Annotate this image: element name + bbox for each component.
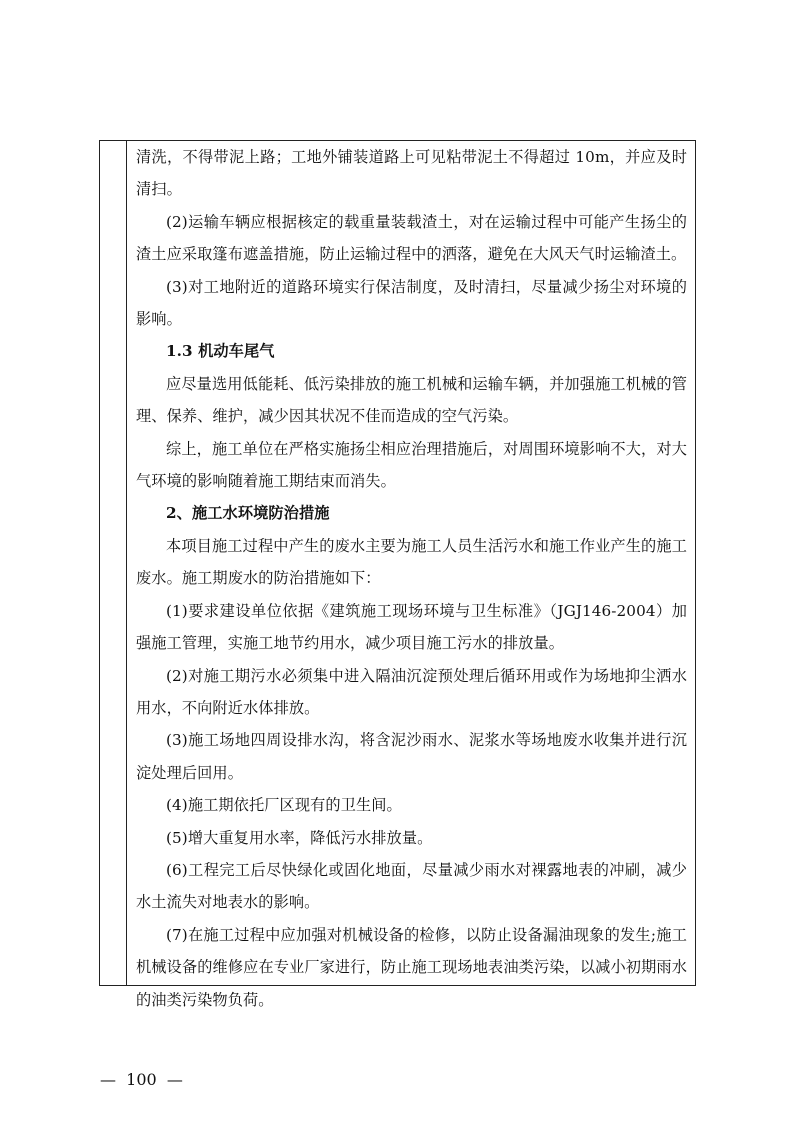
paragraph: (2)运输车辆应根据核定的载重量装载渣土，对在运输过程中可能产生扬尘的渣土应采取篷布遮盖措施，防止运输过程中的洒落，避免在大风天气时运输渣土。 (136, 212, 687, 264)
paragraph: (3)对工地附近的道路环境实行保洁制度，及时清扫，尽量减少扬尘对环境的影响。 (136, 277, 687, 329)
content-table (99, 140, 696, 1009)
paragraph: (2)对施工期污水必须集中进入隔油沉淀预处理后循环用或作为场地抑尘洒水用水，不向附近水体排放。 (136, 666, 687, 717)
paragraph: 应尽量选用低能耗、低污染排放的施工机械和运输车辆，并加强施工机械的管理、保养、维护，减少因其状况不佳而造成的空气污染。 (136, 374, 687, 426)
table-content-cell (136, 141, 687, 1016)
paragraph: 清洗，不得带泥上路；工地外铺装道路上可见粘带泥土不得超过 10m，并应及时清扫。 (136, 148, 687, 199)
paragraph: (5)增大重复用水率，降低污水排放量。 (166, 828, 433, 847)
page-number: — 100 — (100, 1070, 183, 1089)
paragraph: (1)要求建设单位依据《建筑施工现场环境与卫生标准》（JGJ146-2004）加强施工管理，实施工地节约用水，减少项目施工污水的排放量。 (136, 601, 687, 653)
paragraph: (4)施工期依托厂区现有的卫生间。 (166, 796, 402, 815)
paragraph: 本项目施工过程中产生的废水主要为施工人员生活污水和施工作业产生的施工废水。施工期废水的防治措施如下： (136, 536, 687, 588)
section-heading: 1.3 机动车尾气 (166, 342, 275, 361)
table-left-column (100, 141, 127, 985)
paragraph: (3)施工场地四周设排水沟，将含泥沙雨水、泥浆水等场地废水收集并进行沉淀处理后回用。 (136, 731, 687, 782)
paragraph: (6)工程完工后尽快绿化或固化地面，尽量减少雨水对裸露地表的冲刷，减少水土流失对地表水的影响。 (136, 860, 687, 912)
paragraph: (7)在施工过程中应加强对机械设备的检修，以防止设备漏油现象的发生;施工机械设备的维修应在专业厂家进行，防止施工现场地表油类污染，以减小初期雨水的油类污染物负荷。 (136, 925, 687, 1009)
paragraph: 综上，施工单位在严格实施扬尘相应治理措施后，对周围环境影响不大，对大气环境的影响随着施工期结束而消失。 (136, 439, 687, 491)
section-heading: 2、施工水环境防治措施 (166, 504, 330, 523)
